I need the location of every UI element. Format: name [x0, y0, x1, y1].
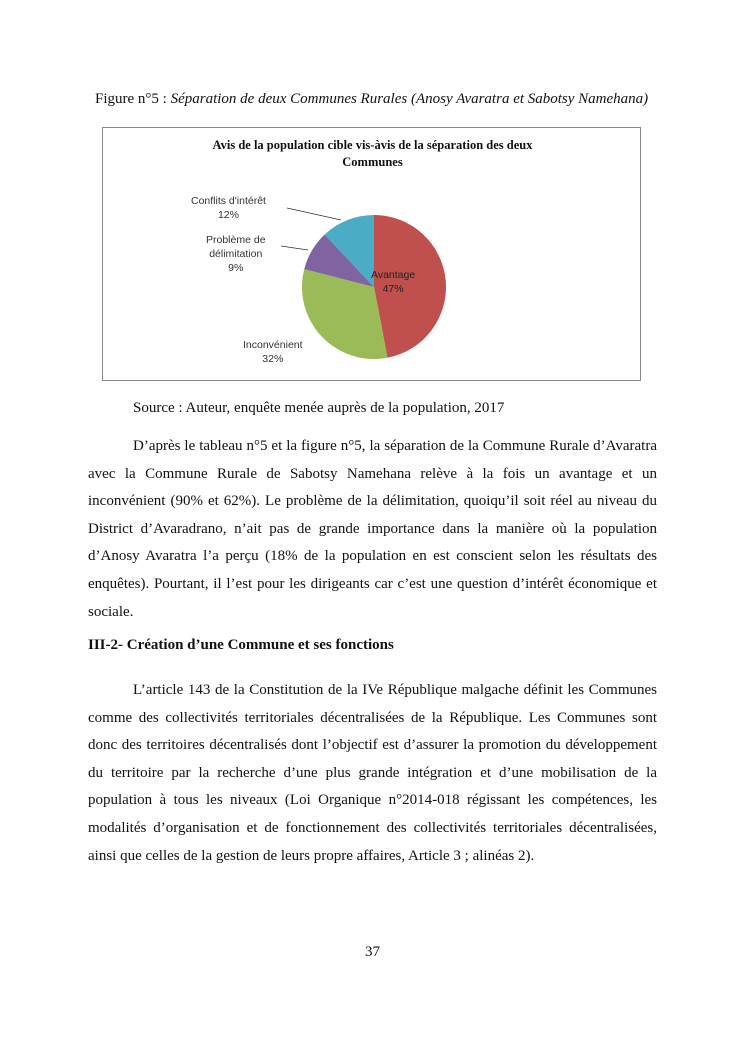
chart-title	[103, 137, 642, 171]
text-line: enquêtes). Pourtant, il l’est pour les dirigeants car c’est une question d’intérêt économique et	[88, 575, 657, 592]
pie-chart	[102, 127, 641, 381]
text-line: District d’Avaradrano, n’ait pas de grande importance dans la manière où la population	[88, 520, 657, 537]
label-inconvenient: Inconvénient 32%	[243, 339, 303, 365]
text-line: inconvénient (90% et 62%). Le problème de la délimitation, quoiqu’il soit réel au niveau du	[88, 493, 657, 510]
text-line: L’article 143 de la Constitution de la IVe République malgache définit les Communes	[133, 682, 657, 698]
text-line: population à tous les niveaux (Loi Organique n°2014-018 régissant les compétences, les	[88, 792, 657, 809]
label-probleme: Problème de délimitation 9%	[206, 234, 266, 274]
paragraph-1	[88, 433, 657, 626]
caption-title: Séparation de deux Communes Rurales (Anosy Avaratra et Sabotsy Namehana)	[170, 91, 649, 107]
leader-line	[287, 208, 341, 220]
label-avantage: Avantage 47%	[371, 269, 416, 295]
text-line: modalités d’organisation et de fonctionnement des collectivités territoriales décentralisées,	[88, 819, 657, 836]
text-line: du territoire par la recherche d’une plus grande intégration et d’une mobilisation de la	[88, 764, 657, 781]
text-line: sociale.	[88, 603, 134, 620]
text-line: comme des collectivités territoriales décentralisées de la République. Les Communes sont	[88, 709, 657, 726]
figure-caption	[95, 91, 648, 108]
text-line: ainsi que celles de la gestion de leurs propre affaires, Article 3 ; alinéas 2).	[88, 847, 535, 864]
caption-prefix: Figure n°5 :	[95, 91, 171, 107]
label-conflits: Conflits d'intérêt 12%	[191, 195, 266, 221]
section-heading: III-2- Création d’une Commune et ses fonctions	[88, 637, 394, 653]
paragraph-2	[88, 677, 657, 870]
page-number: 37	[365, 944, 380, 960]
chart-title-line: Communes	[342, 155, 403, 169]
text-line: donc des territoires décentralisés dont l’objectif est d’assurer la promotion du développement	[88, 737, 657, 754]
leader-line	[281, 246, 308, 250]
text-line: avec la Commune Rurale de Sabotsy Namehana relève à la fois un avantage et un	[88, 465, 657, 482]
text-line: D’après le tableau n°5 et la figure n°5, la séparation de la Commune Rurale d’Avaratra	[133, 438, 657, 454]
text-line: d’Anosy Avaratra l’a perçu (18% de la population en est conscient selon les résultats des	[88, 548, 657, 565]
chart-title-line: Avis de la population cible vis-àvis de la séparation des deux	[212, 138, 533, 152]
figure-source: Source : Auteur, enquête menée auprès de la population, 2017	[133, 400, 505, 416]
